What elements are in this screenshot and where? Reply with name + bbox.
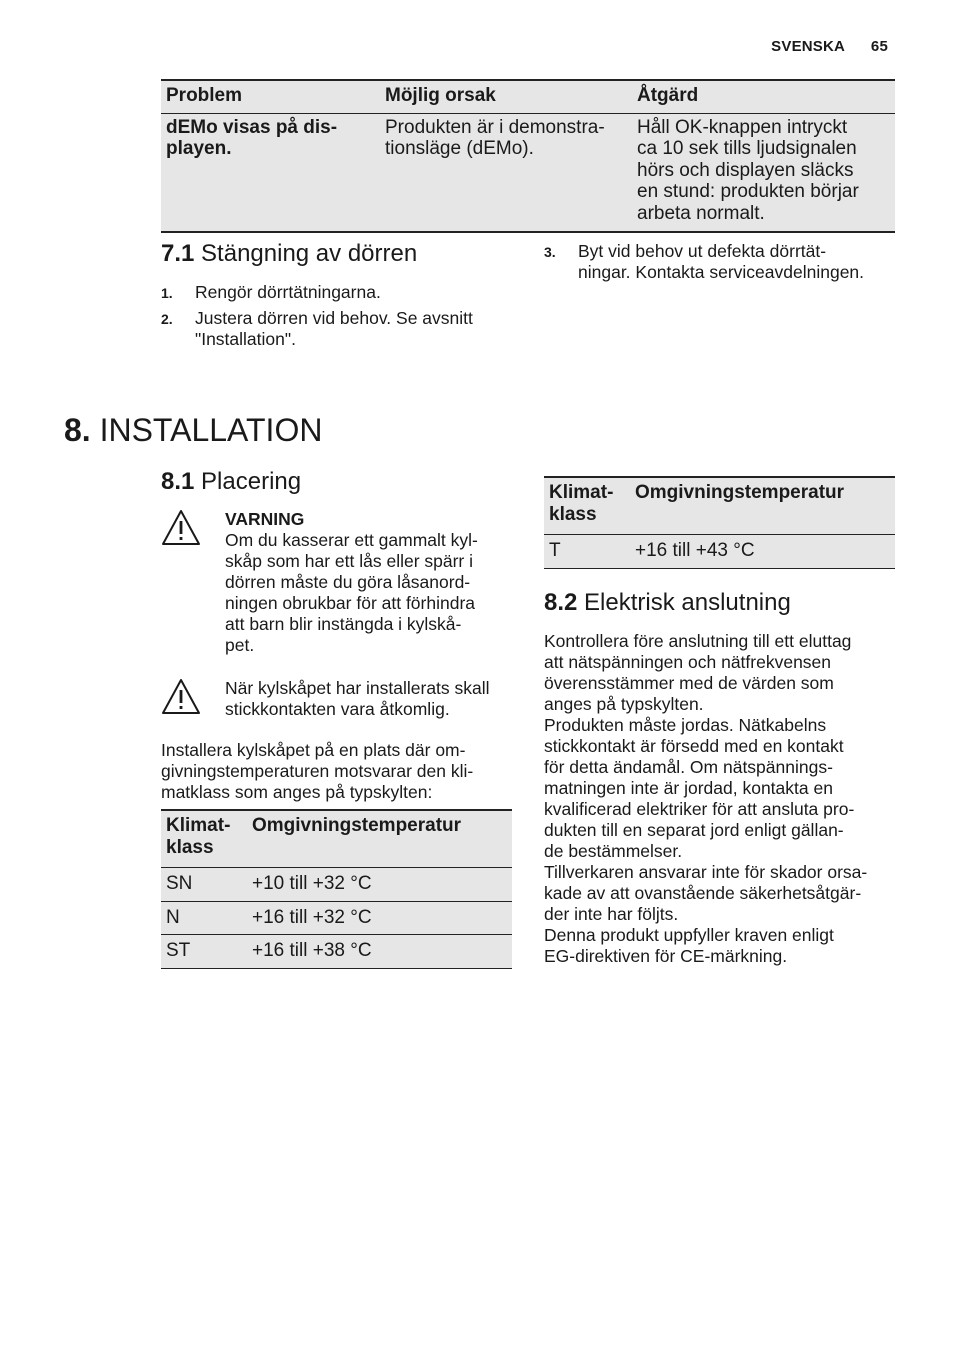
- warning-title: VARNING: [225, 509, 305, 529]
- col-problem: Problem: [161, 80, 380, 113]
- page-header: [749, 38, 888, 55]
- list-item: [161, 308, 511, 350]
- section-8-heading: [64, 410, 322, 450]
- col-ambient-temperature: Omgivningstemperatur: [247, 810, 512, 868]
- cell-temperature: +16 till +32 °C: [247, 901, 512, 935]
- warning-box: [161, 509, 511, 656]
- warning-triangle-icon: [161, 678, 201, 716]
- header-language: SVENSKA: [771, 38, 845, 55]
- list-item: [544, 241, 904, 283]
- section-8-1-number: 8.1: [161, 468, 195, 495]
- section-8-number: 8.: [64, 412, 91, 448]
- warning-text: Om du kasserar ett gammalt kyl- skåp som har ett lås eller spärr i dörren måste du göra låsanord- ningen obrukbar för att förhindra att barn blir instängda i kylskå- pet.: [225, 530, 478, 655]
- cell-temperature: +16 till +38 °C: [247, 935, 512, 969]
- step-number: 3.: [544, 244, 556, 260]
- step-number: 1.: [161, 285, 173, 301]
- col-climate-class: Klimat- klass: [544, 477, 630, 535]
- section-8-2-heading: [544, 589, 791, 617]
- placement-intro: Installera kylskåpet på en plats där om- givningstemperaturen motsvarar den kli- matklass som anges på typskylten:: [161, 740, 474, 802]
- section-7-1-number: 7.1: [161, 240, 195, 267]
- step-text: Rengör dörrtätningarna.: [195, 282, 381, 302]
- col-action: Åtgärd: [632, 80, 895, 113]
- list-item: [161, 282, 511, 303]
- table-row: [161, 901, 512, 935]
- cell-temperature: +16 till +43 °C: [630, 535, 895, 569]
- paragraph: Produkten måste jordas. Nätkabelns stickkontakt är försedd med en kontakt för detta ändamål. Om nätspännings- matningen inte är jordad, kontakta en kvalificerad elektriker för att ansluta pro- dukten till en separat jord enligt gällan- de bestämmelser.: [544, 715, 855, 861]
- cell-temperature: +10 till +32 °C: [247, 868, 512, 902]
- section-7-1-steps-continued: [544, 241, 904, 288]
- warning-triangle-icon: [161, 509, 201, 547]
- section-8-1-title: Placering: [201, 468, 302, 495]
- col-cause: Möjlig orsak: [380, 80, 632, 113]
- step-number: 2.: [161, 311, 173, 327]
- cell-problem: dEMo visas på dis- playen.: [161, 113, 380, 232]
- col-climate-class: Klimat- klass: [161, 810, 247, 868]
- cell-class: T: [544, 535, 630, 569]
- table-row: [161, 868, 512, 902]
- cell-class: SN: [161, 868, 247, 902]
- paragraph: Kontrollera före anslutning till ett eluttag att nätspänningen och nätfrekvensen överensstämmer med de värden som anges på typskylten.: [544, 631, 852, 714]
- section-7-1-title: Stängning av dörren: [201, 240, 418, 267]
- section-8-1-heading: [161, 468, 301, 496]
- section-8-2-title: Elektrisk anslutning: [584, 589, 791, 616]
- section-7-1-steps: [161, 282, 511, 355]
- climate-class-table-continued: [544, 476, 895, 569]
- table-row: [161, 935, 512, 969]
- step-text: Justera dörren vid behov. Se avsnitt "Installation".: [195, 308, 473, 349]
- header-page-number: 65: [870, 38, 888, 55]
- troubleshooting-table: [161, 79, 895, 233]
- table-row: [544, 535, 895, 569]
- cell-class: N: [161, 901, 247, 935]
- section-8-title: INSTALLATION: [99, 412, 323, 448]
- note-box: [161, 678, 511, 720]
- col-ambient-temperature: Omgivningstemperatur: [630, 477, 895, 535]
- table-row: [161, 113, 895, 232]
- electrical-connection-text: [544, 631, 904, 967]
- cell-class: ST: [161, 935, 247, 969]
- paragraph: Denna produkt uppfyller kraven enligt EG-direktiven för CE-märkning.: [544, 925, 834, 966]
- section-7-1-heading: [161, 240, 417, 268]
- step-text: Byt vid behov ut defekta dörrtät- ningar. Kontakta serviceavdelningen.: [578, 241, 865, 282]
- paragraph: Tillverkaren ansvarar inte för skador orsa- kade av att ovanstående säkerhetsåtgär- der inte har följts.: [544, 862, 868, 924]
- cell-action: Håll OK-knappen intryckt ca 10 sek tills ljudsignalen hörs och displayen släcks en stund: produkten börjar arbeta normalt.: [632, 113, 895, 232]
- climate-class-table: [161, 809, 512, 969]
- cell-cause: Produkten är i demonstra- tionsläge (dEMo).: [380, 113, 632, 232]
- note-text: När kylskåpet har installerats skall stickkontakten vara åtkomlig.: [225, 678, 490, 719]
- section-8-2-number: 8.2: [544, 589, 578, 616]
